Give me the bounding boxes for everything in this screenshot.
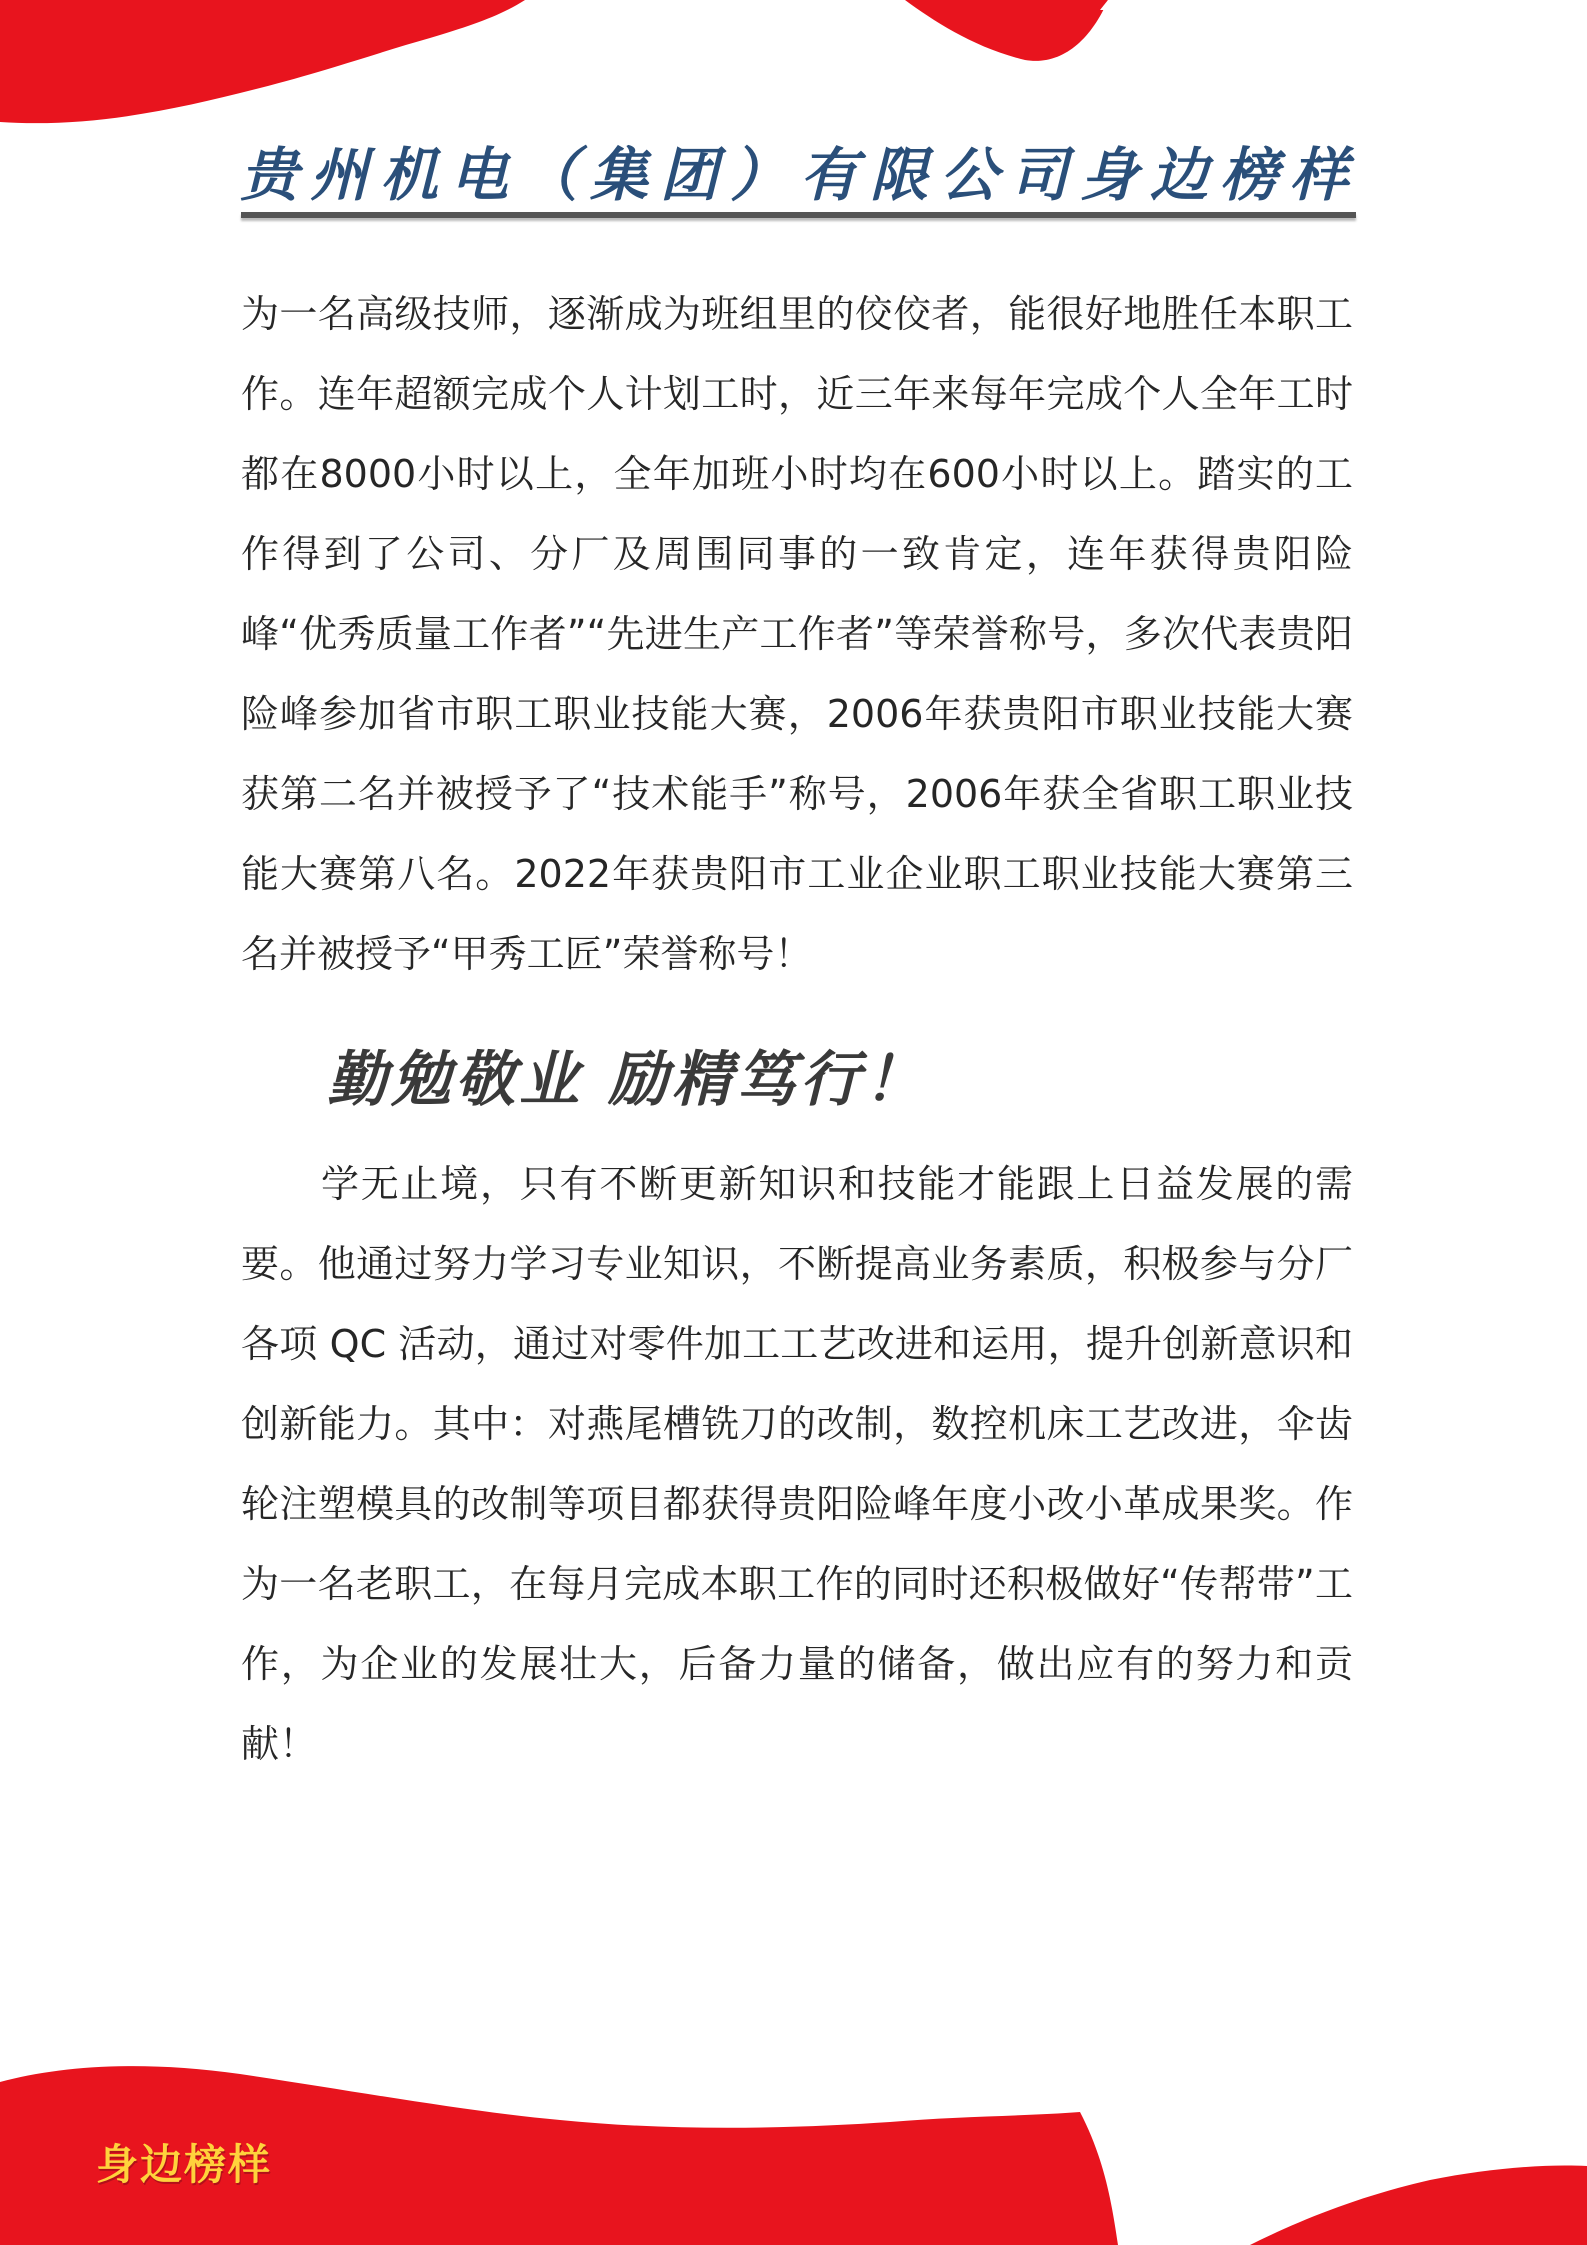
top-left-wave bbox=[0, 0, 525, 123]
footer-label: 身边榜样 bbox=[96, 2140, 273, 2189]
header-title: 贵州机电（集团）有限公司身边榜样 bbox=[240, 141, 1361, 209]
top-right-band bbox=[1100, 0, 1587, 10]
body-paragraph-2: 学无止境，只有不断更新知识和技能才能跟上日益发展的需要。他通过努力学习专业知识，不断提高业务素质，积极参与分厂各项 QC 活动，通过对零件加工工艺改进和运用，提升创新意识和创新能力。其中：对燕尾槽铣刀的改制，数控机床工艺改进，伞齿轮注塑模具的改制等项目都获得贵阳险峰年度小改小革成果奖。作为一名老职工，在每月完成本职工作的同时还积极做好“传帮带”工作，为企业的发展壮大，后备力量的储备，做出应有的努力和贡献！ bbox=[241, 1162, 1353, 1766]
top-right-wave bbox=[905, 0, 1108, 61]
bottom-right-wave bbox=[1250, 2166, 1587, 2245]
body-paragraph-1: 为一名高级技师，逐渐成为班组里的佼佼者，能很好地胜任本职工作。连年超额完成个人计划工时，近三年来每年完成个人全年工时都在8000小时以上，全年加班小时均在600小时以上。踏实的工作得到了公司、分厂及周围同事的一致肯定，连年获得贵阳险峰“优秀质量工作者”“先进生产工作者”等荣誉称号，多次代表贵阳险峰参加省市职工职业技能大赛，2006年获贵阳市职业技能大赛获第二名并被授予了“技术能手”称号，2006年获全省职工职业技能大赛第八名。2022年获贵阳市工业企业职工职业技能大赛第三名并被授予“甲秀工匠”荣誉称号！ bbox=[241, 292, 1353, 976]
header-divider bbox=[241, 212, 1356, 218]
section-heading: 勤勉敬业 励精笃行！ bbox=[327, 1045, 928, 1115]
